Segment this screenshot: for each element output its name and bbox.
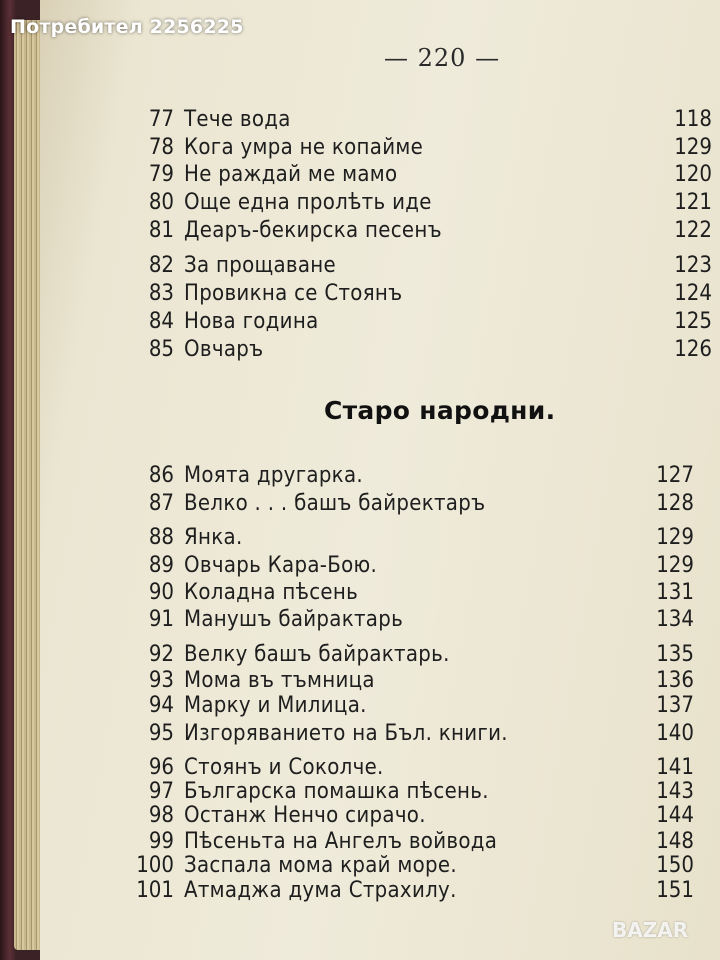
toc-entry: [136, 852, 696, 880]
toc-entry: [136, 462, 696, 490]
toc-entry: [136, 280, 712, 308]
user-watermark: Потребител 2256225: [10, 16, 244, 38]
entry-page: 129: [656, 525, 694, 550]
toc-entry: [136, 336, 712, 364]
entry-title: Янка.: [184, 525, 243, 550]
entry-page: 120: [674, 162, 712, 187]
entry-number: 95: [148, 721, 174, 746]
toc-entry: [136, 692, 696, 720]
entry-page: 144: [656, 803, 694, 828]
entry-title: Провикна се Стоянъ: [184, 281, 403, 306]
entry-page: 124: [674, 281, 712, 306]
entry-number: 97: [148, 779, 174, 804]
entry-title: Велко . . . башъ байректаръ: [184, 491, 486, 516]
bazar-logo: BAZAR: [612, 918, 689, 942]
toc-entry: [136, 720, 696, 748]
entry-title: Мома въ тъмница: [184, 668, 375, 693]
entry-title: Кога умра не копайме: [184, 135, 424, 160]
entry-title: Деаръ-бекирска песенъ: [184, 218, 442, 243]
entry-title: Българска помашка пѣсень.: [184, 779, 489, 804]
toc-entry: [136, 106, 712, 134]
entry-page: 127: [656, 463, 694, 488]
toc-entry: [136, 217, 712, 245]
entry-page: 136: [656, 668, 694, 693]
entry-number: 82: [148, 253, 174, 278]
toc-entry: [136, 667, 696, 695]
entry-number: 86: [148, 463, 174, 488]
entry-page: 135: [656, 642, 694, 667]
entry-number: 77: [148, 107, 174, 132]
entry-page: 131: [656, 580, 694, 605]
entry-title: Марку и Милица.: [184, 693, 367, 718]
toc-entry: [136, 579, 696, 607]
entry-title: Заспала мома край море.: [184, 853, 457, 878]
entry-number: 78: [148, 135, 174, 160]
entry-page: 123: [674, 253, 712, 278]
toc-entry: [136, 606, 696, 634]
entry-page: 129: [674, 135, 712, 160]
entry-page: 125: [674, 309, 712, 334]
entry-number: 99: [148, 829, 174, 854]
entry-number: 89: [148, 553, 174, 578]
entry-number: 98: [148, 803, 174, 828]
entry-page: 126: [674, 337, 712, 362]
entry-page: 134: [656, 607, 694, 632]
entry-title: За прощаване: [184, 253, 337, 278]
entry-title: Пѣсеньта на Ангелъ войвода: [184, 829, 498, 854]
toc-entry: [136, 189, 712, 217]
entry-number: 81: [148, 218, 174, 243]
entry-page: 128: [656, 491, 694, 516]
toc-entry: [136, 134, 712, 162]
entry-number: 94: [148, 693, 174, 718]
toc-entry: [136, 252, 712, 280]
entry-page: 141: [656, 755, 694, 780]
entry-title: Коладна пѣсень: [184, 580, 359, 605]
entry-page: 137: [656, 693, 694, 718]
entry-number: 93: [148, 668, 174, 693]
toc-entry: [136, 552, 696, 580]
toc-entry: [136, 308, 712, 336]
entry-title: Овчаръ: [184, 337, 264, 362]
entry-title: Атмаджа дума Страхилу.: [184, 878, 457, 903]
entry-number: 90: [148, 580, 174, 605]
entry-title: Моята другарка.: [184, 463, 363, 488]
toc-entry: [136, 641, 696, 669]
entry-title: Останж Ненчо сирачо.: [184, 803, 426, 828]
entry-number: 92: [148, 642, 174, 667]
entry-number: 84: [148, 309, 174, 334]
entry-page: 148: [656, 829, 694, 854]
entry-title: Изгоряванието на Бъл. книги.: [184, 721, 508, 746]
entry-title: Манушъ байрактарь: [184, 607, 404, 632]
entry-number: 80: [148, 190, 174, 215]
toc-entry: [136, 877, 696, 905]
entry-page: 140: [656, 721, 694, 746]
entry-page: 121: [674, 190, 712, 215]
entry-title: Нова година: [184, 309, 319, 334]
toc-entry: [136, 802, 696, 830]
book-page: [40, 0, 720, 960]
entry-number: 96: [148, 755, 174, 780]
entry-page: 129: [656, 553, 694, 578]
entry-number: 91: [148, 607, 174, 632]
entry-title: Овчарь Кара-Бою.: [184, 553, 378, 578]
entry-title: Велку башъ байрактарь.: [184, 642, 450, 667]
entry-page: 151: [656, 878, 694, 903]
entry-number: 101: [136, 878, 174, 903]
page-number: — 220 —: [384, 44, 501, 72]
entry-title: Стоянъ и Соколче.: [184, 755, 384, 780]
toc-entry: [136, 490, 696, 518]
entry-page: 143: [656, 779, 694, 804]
entry-title: Тече вода: [184, 107, 291, 132]
entry-title: Още една пролѣть иде: [184, 190, 432, 215]
entry-number: 87: [148, 491, 174, 516]
entry-number: 79: [148, 162, 174, 187]
entry-number: 88: [148, 525, 174, 550]
entry-number: 100: [136, 853, 174, 878]
entry-page: 150: [656, 853, 694, 878]
toc-entry: [136, 161, 712, 189]
entry-title: Не раждай ме мамо: [184, 162, 398, 187]
section-heading: Старо народни.: [324, 396, 556, 425]
entry-number: 85: [148, 337, 174, 362]
entry-page: 118: [674, 107, 712, 132]
page-edges: [14, 20, 40, 950]
entry-number: 83: [148, 281, 174, 306]
entry-page: 122: [674, 218, 712, 243]
toc-entry: [136, 524, 696, 552]
